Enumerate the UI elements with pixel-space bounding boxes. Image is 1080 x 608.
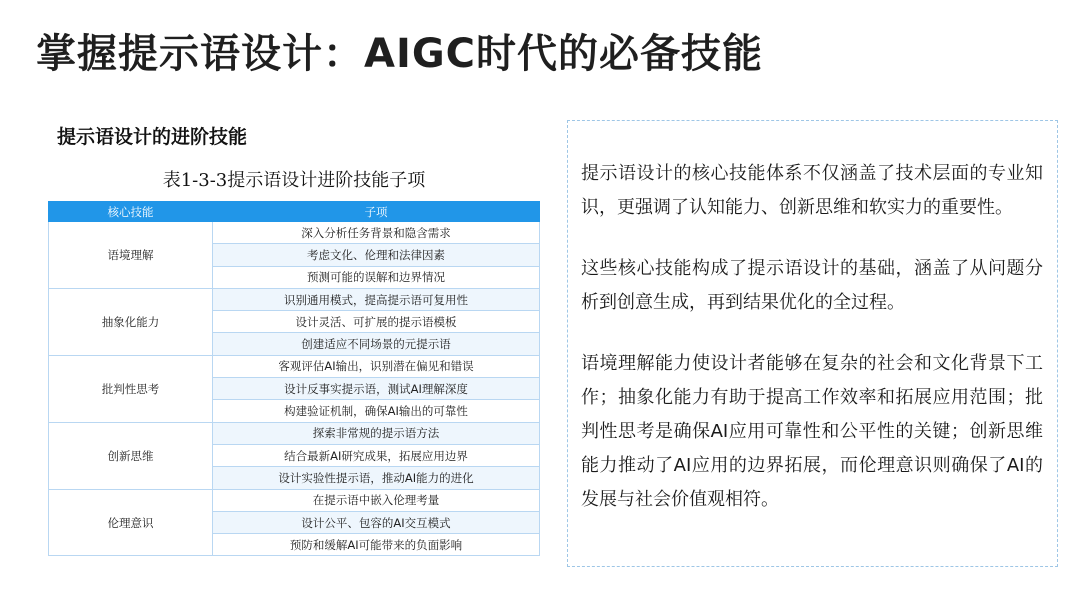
header-sub-item: 子项 bbox=[213, 202, 540, 222]
core-skill-cell: 批判性思考 bbox=[49, 355, 213, 422]
table-row bbox=[49, 489, 540, 511]
table-row bbox=[49, 422, 540, 444]
sub-item-cell: 设计反事实提示语，测试AI理解深度 bbox=[213, 378, 540, 400]
table-row bbox=[49, 288, 540, 310]
sub-item-cell: 探索非常规的提示语方法 bbox=[213, 422, 540, 444]
sub-item-cell: 客观评估AI输出，识别潜在偏见和错误 bbox=[213, 355, 540, 377]
sub-item-cell: 创建适应不同场景的元提示语 bbox=[213, 333, 540, 355]
explanation-box bbox=[567, 120, 1058, 567]
header-core-skill: 核心技能 bbox=[49, 202, 213, 222]
sub-item-cell: 识别通用模式，提高提示语可复用性 bbox=[213, 288, 540, 310]
core-skill-cell: 伦理意识 bbox=[49, 489, 213, 556]
section-title: 提示语设计的进阶技能 bbox=[57, 126, 248, 148]
sub-item-cell: 考虑文化、伦理和法律因素 bbox=[213, 244, 540, 266]
table-header-row bbox=[49, 202, 540, 222]
sub-item-cell: 设计灵活、可扩展的提示语模板 bbox=[213, 311, 540, 333]
core-skill-cell: 抽象化能力 bbox=[49, 288, 213, 355]
explanation-paragraph: 语境理解能力使设计者能够在复杂的社会和文化背景下工作；抽象化能力有助于提高工作效率和拓展应用范围；批判性思考是确保AI应用可靠性和公平性的关键；创新思维能力推动了AI应用的边界拓展，而伦理意识则确保了AI的发展与社会价值观相符。 bbox=[581, 353, 1043, 510]
explanation-paragraph: 这些核心技能构成了提示语设计的基础，涵盖了从问题分析到创意生成，再到结果优化的全过程。 bbox=[581, 258, 1043, 313]
sub-item-cell: 在提示语中嵌入伦理考量 bbox=[213, 489, 540, 511]
core-skill-cell: 语境理解 bbox=[49, 222, 213, 289]
sub-item-cell: 设计实验性提示语，推动AI能力的进化 bbox=[213, 467, 540, 489]
core-skill-cell: 创新思维 bbox=[49, 422, 213, 489]
table-row bbox=[49, 222, 540, 244]
sub-item-cell: 预测可能的误解和边界情况 bbox=[213, 266, 540, 288]
sub-item-cell: 结合最新AI研究成果，拓展应用边界 bbox=[213, 444, 540, 466]
sub-item-cell: 构建验证机制，确保AI输出的可靠性 bbox=[213, 400, 540, 422]
table-row bbox=[49, 355, 540, 377]
sub-item-cell: 预防和缓解AI可能带来的负面影响 bbox=[213, 534, 540, 556]
explanation-paragraph: 提示语设计的核心技能体系不仅涵盖了技术层面的专业知识，更强调了认知能力、创新思维和软实力的重要性。 bbox=[581, 163, 1043, 218]
table-caption: 表1-3-3提示语设计进阶技能子项 bbox=[162, 170, 426, 191]
skills-table bbox=[48, 201, 540, 556]
page-title: 掌握提示语设计：AIGC时代的必备技能 bbox=[36, 31, 764, 77]
sub-item-cell: 深入分析任务背景和隐含需求 bbox=[213, 222, 540, 244]
sub-item-cell: 设计公平、包容的AI交互模式 bbox=[213, 511, 540, 533]
